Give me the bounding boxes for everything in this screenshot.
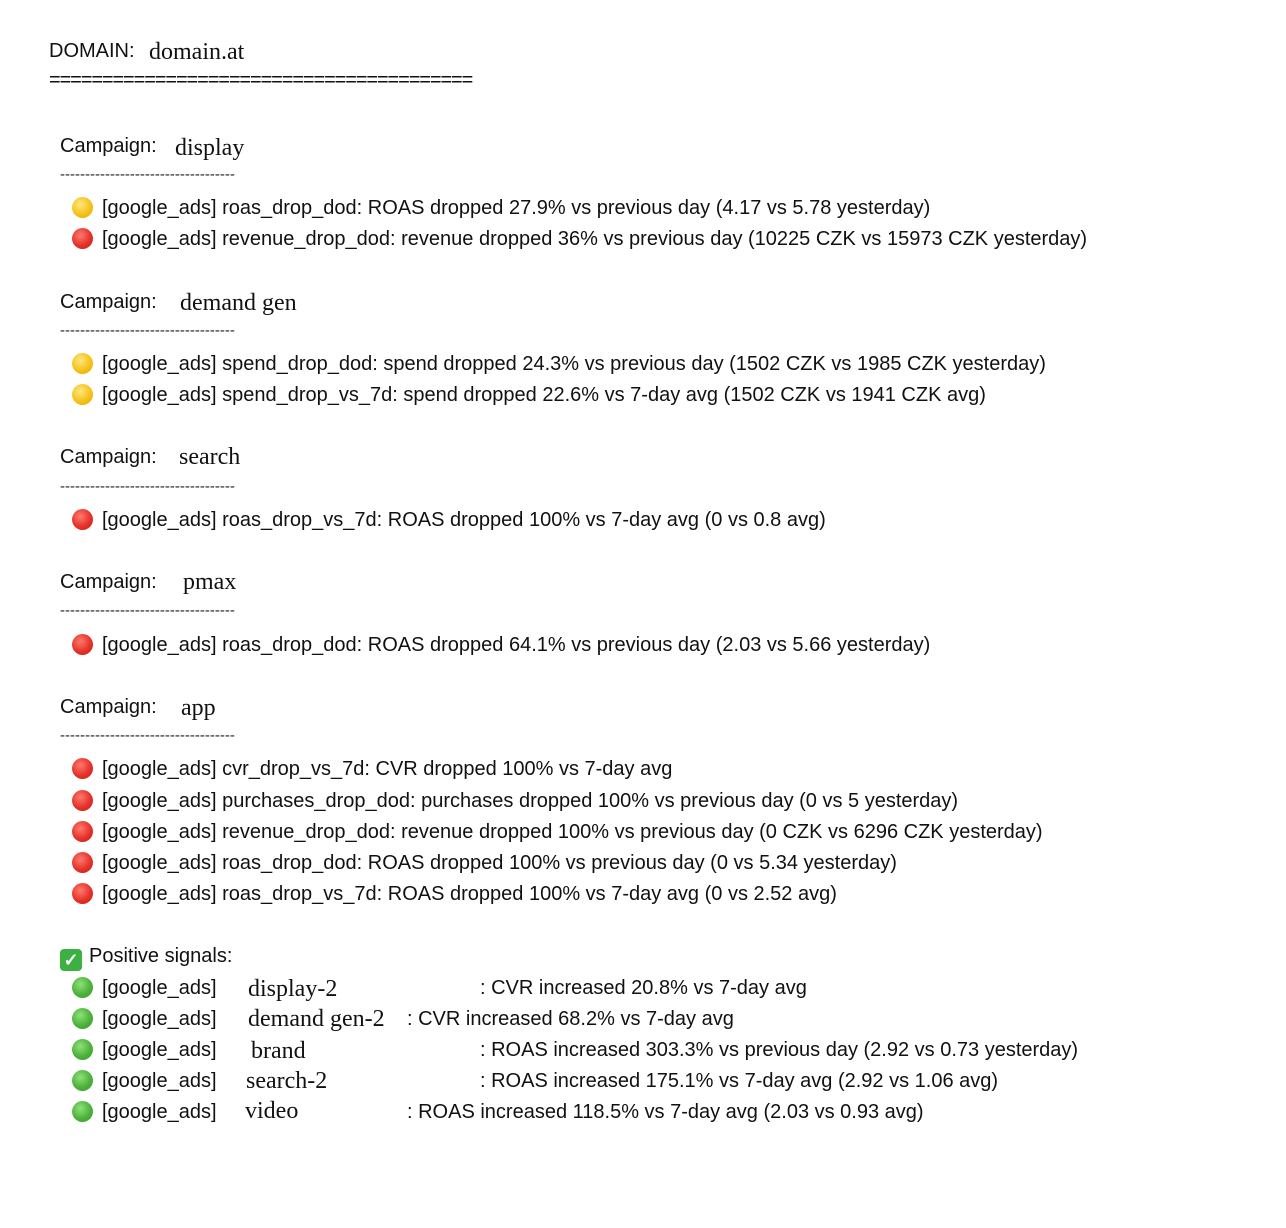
alert-text: [google_ads] roas_drop_vs_7d: ROAS dropped 100% vs 7-day avg (0 vs 0.8 avg) [102,509,826,531]
alert-item [72,883,837,906]
positive-text: : CVR increased 20.8% vs 7-day avg [480,977,807,999]
positive-source: [google_ads] [102,1070,217,1092]
alert-text: [google_ads] roas_drop_vs_7d: ROAS dropped 100% vs 7-day avg (0 vs 2.52 avg) [102,883,837,905]
positive-item [72,1101,217,1124]
positive-item [72,1039,217,1062]
green-circle-icon [72,1008,93,1029]
positive-item [72,1008,217,1031]
yellow-circle-icon [72,197,93,218]
campaign-name: pmax [183,569,237,595]
alert-text: [google_ads] roas_drop_dod: ROAS dropped 64.1% vs previous day (2.03 vs 5.66 yesterday) [102,634,931,656]
red-circle-icon [72,790,93,811]
yellow-circle-icon [72,384,93,405]
alert-item [72,353,1046,376]
campaign-label: Campaign: [60,135,157,157]
positive-text: : ROAS increased 118.5% vs 7-day avg (2.03 vs 0.93 avg) [407,1101,924,1123]
campaign-label: Campaign: [60,446,157,468]
positive-source: [google_ads] [102,977,217,999]
domain-value: domain.at [149,39,245,65]
alert-item [72,197,930,220]
alert-item [72,758,672,781]
positive-item [72,977,217,1000]
alert-item [72,821,1043,844]
alert-text: [google_ads] spend_drop_dod: spend dropped 24.3% vs previous day (1502 CZK vs 1985 CZK yesterday) [102,353,1046,375]
red-circle-icon [72,883,93,904]
red-circle-icon [72,821,93,842]
positive-campaign: brand [251,1038,306,1064]
positive-text: : ROAS increased 175.1% vs 7-day avg (2.92 vs 1.06 avg) [480,1070,999,1092]
positive-signals-title: Positive signals: [89,945,233,967]
red-circle-icon [72,509,93,530]
alert-text: [google_ads] roas_drop_dod: ROAS dropped 100% vs previous day (0 vs 5.34 yesterday) [102,852,897,874]
campaign-label: Campaign: [60,291,157,313]
positive-campaign: demand gen-2 [248,1006,385,1032]
alert-text: [google_ads] revenue_drop_dod: revenue dropped 36% vs previous day (10225 CZK vs 15973 CZK yesterday) [102,228,1088,250]
alert-item [72,509,826,532]
alert-item [72,228,1087,251]
positive-source: [google_ads] [102,1101,217,1123]
campaign-name: demand gen [180,290,297,316]
campaign-separator: ----------------------------------- [60,166,235,183]
campaign-name: display [175,135,245,161]
positive-text: : CVR increased 68.2% vs 7-day avg [407,1008,734,1030]
red-circle-icon [72,758,93,779]
campaign-name: search [179,444,241,470]
green-circle-icon [72,977,93,998]
alert-text: [google_ads] roas_drop_dod: ROAS dropped 27.9% vs previous day (4.17 vs 5.78 yesterday) [102,197,931,219]
alert-item [72,384,986,407]
alert-item [72,634,930,657]
campaign-label: Campaign: [60,696,157,718]
positive-campaign: display-2 [248,976,338,1002]
positive-source: [google_ads] [102,1008,217,1030]
positive-text: : ROAS increased 303.3% vs previous day (2.92 vs 0.73 yesterday) [480,1039,1079,1061]
positive-source: [google_ads] [102,1039,217,1061]
red-circle-icon [72,634,93,655]
positive-campaign: video [245,1098,299,1124]
positive-item [72,1070,217,1093]
check-mark-icon: ✓ [60,949,82,971]
alert-text: [google_ads] cvr_drop_vs_7d: CVR dropped 100% vs 7-day avg [102,758,673,780]
positive-signals-heading [60,945,232,971]
campaign-separator: ----------------------------------- [60,602,235,619]
alert-text: [google_ads] purchases_drop_dod: purchases dropped 100% vs previous day (0 vs 5 yesterday) [102,790,959,812]
campaign-separator: ----------------------------------- [60,478,235,495]
campaign-separator: ----------------------------------- [60,727,235,744]
green-circle-icon [72,1070,93,1091]
alert-item [72,852,897,875]
green-circle-icon [72,1039,93,1060]
alert-text: [google_ads] revenue_drop_dod: revenue dropped 100% vs previous day (0 CZK vs 6296 CZK yesterday) [102,821,1043,843]
yellow-circle-icon [72,353,93,374]
alert-item [72,790,958,813]
campaign-name: app [181,695,216,721]
green-circle-icon [72,1101,93,1122]
header-separator: ======================================== [49,69,473,91]
red-circle-icon [72,852,93,873]
campaign-label: Campaign: [60,571,157,593]
domain-label: DOMAIN: [49,40,135,62]
red-circle-icon [72,228,93,249]
campaign-separator: ----------------------------------- [60,322,235,339]
alert-text: [google_ads] spend_drop_vs_7d: spend dropped 22.6% vs 7-day avg (1502 CZK vs 1941 CZK avg) [102,384,986,406]
positive-campaign: search-2 [246,1068,328,1094]
